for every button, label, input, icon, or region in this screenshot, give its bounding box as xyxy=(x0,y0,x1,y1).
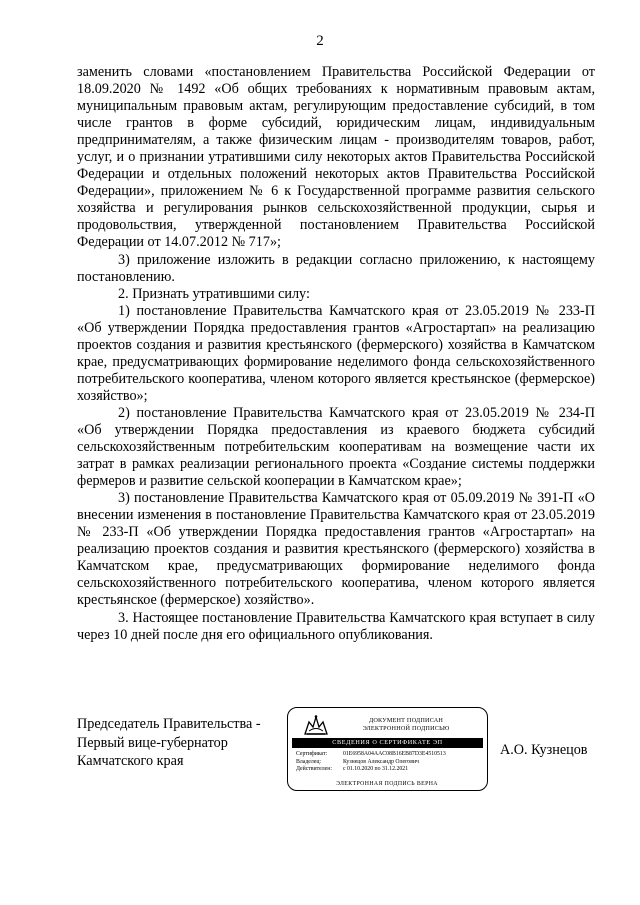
coat-of-arms-icon xyxy=(303,714,329,735)
certificate-row xyxy=(296,766,482,774)
certificate-details xyxy=(296,751,482,774)
paragraph: 1) постановление Правительства Камчатского края от 23.05.2019 № 233-П «Об утверждении Порядка предоставления грантов «Агростартап» на реализацию проектов создания и развития крестьянского (фермерского) хозяйства в Камчатском крае, предусматривающих формирование неделимого фонда сельскохозяйственного потребительского кооператива, членом которого является крестьянское (фермерское) хозяйство»; xyxy=(77,302,595,404)
certificate-value: 01E6958A04AAC08B16EB87D3E4510513 xyxy=(343,751,446,757)
paragraph: 3) постановление Правительства Камчатского края от 05.09.2019 № 391-П «О внесении изменения в постановление Правительства Камчатского края от 23.05.2019 № 233-П «Об утверждении Порядка предоставления грантов «Агростартап» на реализацию проектов создания и развития крестьянского (фермерского) хозяйства в Камчатском крае, предусматривающих формирование неделимого фонда сельскохозяйственного потребительского кооператива, членом которого является крестьянское (фермерское) хозяйство». xyxy=(77,490,595,609)
certificate-key: Сертификат: xyxy=(296,751,328,757)
paragraph: 2) постановление Правительства Камчатского края от 23.05.2019 № 234-П «Об утверждении Порядка предоставления из краевого бюджета субсидий сельскохозяйственным потребительским кооперативам на возмещение части их затрат в рамках реализации регионального проекта «Создание системы поддержки фермеров и развитие сельской кооперации в Камчатском крае»; xyxy=(77,404,595,490)
document-body xyxy=(77,64,595,644)
stamp-footer: ЭЛЕКТРОННАЯ ПОДПИСЬ ВЕРНА xyxy=(336,781,438,787)
certificate-value: с 01.10.2020 по 31.12.2021 xyxy=(343,766,409,773)
paragraph: 3) приложение изложить в редакции согласно приложению, к настоящему постановлению. xyxy=(77,251,595,285)
signatory-position-line: Камчатского края xyxy=(77,753,184,769)
certificate-value: Кузнецов Александр Олегович xyxy=(343,758,419,765)
stamp-header-line: ДОКУМЕНТ ПОДПИСАН xyxy=(368,717,444,724)
stamp-band: СВЕДЕНИЯ О СЕРТИФИКАТЕ ЭП xyxy=(292,738,483,748)
signatory-position-line: Председатель Правительства - xyxy=(77,716,261,732)
certificate-row xyxy=(296,751,482,759)
signatory-name: А.О. Кузнецов xyxy=(500,742,588,758)
page-number: 2 xyxy=(316,33,324,49)
stamp-header xyxy=(336,717,476,733)
signatory-position xyxy=(77,715,261,771)
electronic-signature-stamp xyxy=(287,707,488,791)
paragraph: 3. Настоящее постановление Правительства Камчатского края вступает в силу через 10 дней после дня его официального опубликования. xyxy=(77,609,595,643)
stamp-header-line: ЭЛЕКТРОННОЙ ПОДПИСЬЮ xyxy=(362,725,450,732)
certificate-key: Действителен: xyxy=(296,766,332,773)
paragraph: заменить словами «постановлением Правительства Российской Федерации от 18.09.2020 № 1492 «Об общих требованиях к нормативным правовым актам, муниципальным правовым актам, регулирующим предоставление субсидий, в том числе грантов в форме субсидий, юридическим лицам, индивидуальным предпринимателям, а также физическим лицам - производителям товаров, работ, услуг, и о признании утратившими силу некоторых актов Правительства Российской Федерации и отдельных положений некоторых актов Правительства Российской Федерации», приложением № 6 к Государственной программе развития сельского хозяйства и регулирования рынков сельскохозяйственной продукции, сырья и продовольствия, утвержденной постановлением Правительства Российской Федерации от 14.07.2012 № 717»; xyxy=(77,64,595,251)
paragraph: 2. Признать утратившими силу: xyxy=(118,285,310,302)
certificate-key: Владелец: xyxy=(296,758,322,765)
signatory-position-line: Первый вице-губернатор xyxy=(77,734,228,751)
